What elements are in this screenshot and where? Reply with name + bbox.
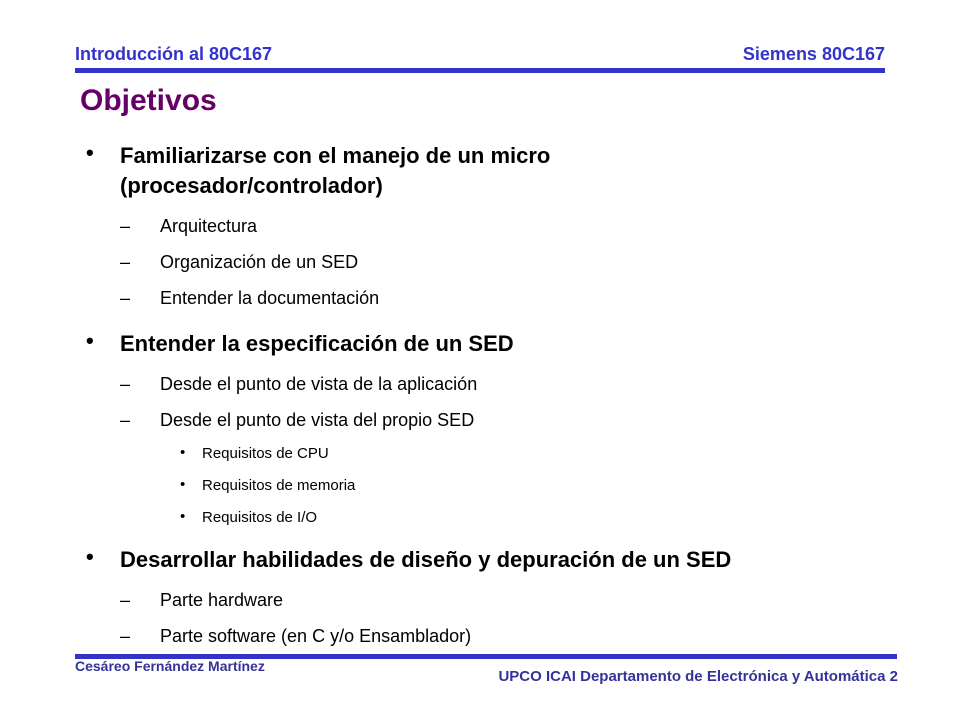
sub-sub-bullet xyxy=(80,477,890,495)
dash-mark: – xyxy=(120,590,131,610)
slide-content xyxy=(80,137,890,647)
bullet-2-text: Entender la especificación de un SED xyxy=(120,331,514,356)
bullet-3-text: Desarrollar habilidades de diseño y depuración de un SED xyxy=(120,547,732,572)
sub-bullet-text: Organización de un SED xyxy=(160,252,359,272)
small-bullet-mark: • xyxy=(180,508,186,525)
sub-bullet-text: Parte software (en C y/o Ensamblador) xyxy=(160,626,472,646)
dash-mark: – xyxy=(120,410,131,430)
sub-bullet-text: Entender la documentación xyxy=(160,288,380,308)
sub-sub-bullet xyxy=(80,509,890,527)
sub-sub-bullet xyxy=(80,445,890,463)
dash-mark: – xyxy=(120,626,131,646)
dash-mark: – xyxy=(120,216,131,236)
header-left: Introducción al 80C167 xyxy=(75,44,273,64)
sub-bullet xyxy=(80,589,890,611)
small-bullet-mark: • xyxy=(180,476,186,493)
sub-bullet xyxy=(80,215,890,237)
sub-bullet xyxy=(80,625,890,647)
header-right: Siemens 80C167 xyxy=(742,44,885,64)
sub-sub-bullet-text: Requisitos de CPU xyxy=(202,445,329,462)
dash-mark: – xyxy=(120,252,131,272)
footer-organization: UPCO ICAI Departamento de Electrónica y Automática 2 xyxy=(498,668,898,685)
sub-bullet xyxy=(80,409,890,431)
small-bullet-mark: • xyxy=(180,444,186,461)
sub-sub-bullet-text: Requisitos de memoria xyxy=(202,477,356,494)
header-rule xyxy=(75,68,885,73)
bullet-mark: • xyxy=(86,140,94,165)
sub-bullet xyxy=(80,287,890,309)
sub-bullet-text: Parte hardware xyxy=(160,590,284,610)
bullet-1 xyxy=(80,141,890,201)
sub-sub-bullet-text: Requisitos de I/O xyxy=(202,509,318,526)
dash-mark: – xyxy=(120,374,131,394)
bullet-1-line2: (procesador/controlador) xyxy=(120,173,383,198)
sub-bullet-text: Arquitectura xyxy=(160,216,258,236)
bullet-1-line1: Familiarizarse con el manejo de un micro xyxy=(120,143,551,168)
bullet-mark: • xyxy=(86,544,94,569)
sub-bullet xyxy=(80,373,890,395)
slide-title: Objetivos xyxy=(80,84,217,117)
sub-bullet-text: Desde el punto de vista del propio SED xyxy=(160,410,475,430)
sub-bullet xyxy=(80,251,890,273)
sub-bullet-text: Desde el punto de vista de la aplicación xyxy=(160,374,478,394)
dash-mark: – xyxy=(120,288,131,308)
bullet-2 xyxy=(80,329,890,359)
bullet-3 xyxy=(80,545,890,575)
footer-author: Cesáreo Fernández Martínez xyxy=(75,658,265,674)
bullet-mark: • xyxy=(86,328,94,353)
